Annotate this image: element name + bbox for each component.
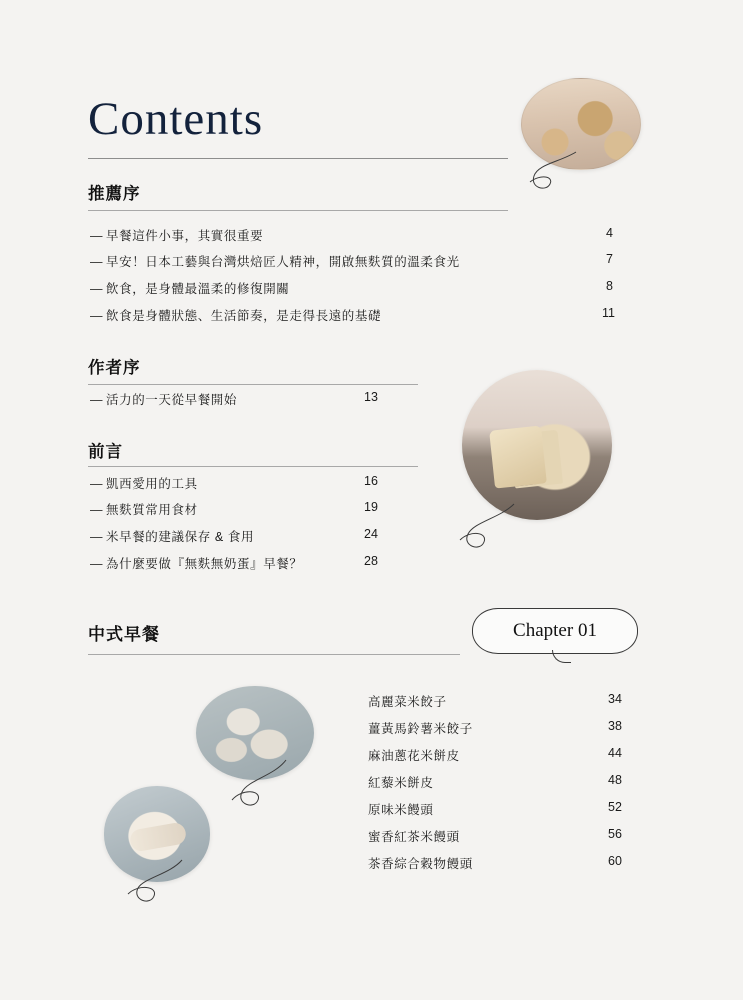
toc-entry-label: 蜜香紅茶米饅頭: [368, 830, 460, 844]
toc-entry[interactable]: [90, 390, 237, 408]
toc-entry[interactable]: [368, 773, 434, 791]
toc-entry-label: 麻油蔥花米餅皮: [368, 749, 460, 763]
toc-entry-label: 早餐這件小事，其實很重要: [106, 229, 264, 243]
toc-entry-label: 原味米饅頭: [368, 803, 434, 817]
toc-entry-label: 為什麼要做『無麩無奶蛋』早餐？: [106, 557, 303, 571]
toc-entry-page: 52: [608, 800, 622, 814]
chapter-badge-tail: [552, 650, 571, 663]
toc-entry[interactable]: [90, 527, 254, 545]
toc-entry[interactable]: [368, 746, 460, 764]
toc-entry[interactable]: [90, 554, 303, 572]
chapter-badge: [472, 608, 638, 654]
toc-entry[interactable]: [90, 279, 289, 297]
section-heading-chinese-breakfast: 中式早餐: [88, 625, 160, 644]
toc-entry-page: 13: [364, 390, 378, 404]
toc-entry-label: 凱西愛用的工具: [106, 477, 198, 491]
toc-entry[interactable]: [90, 252, 460, 270]
toc-entry-page: 38: [608, 719, 622, 733]
toc-entry-label: 無麩質常用食材: [106, 503, 198, 517]
section-divider-chinese-breakfast: [88, 654, 460, 655]
entry-dash: —: [90, 309, 104, 323]
toc-entry-page: 7: [606, 252, 613, 266]
section-divider-recommendation: [88, 210, 508, 211]
toc-entry-page: 28: [364, 554, 378, 568]
title-divider: [88, 158, 508, 159]
entry-dash: —: [90, 255, 104, 269]
toc-entry-label: 早安！日本工藝與台灣烘焙匠人精神，開啟無麩質的溫柔食光: [106, 255, 460, 269]
sliced-bread-photo: [462, 370, 612, 520]
entry-dash: —: [90, 477, 104, 491]
toc-entry[interactable]: [368, 692, 447, 710]
toc-entry-page: 48: [608, 773, 622, 787]
entry-dash: —: [90, 557, 104, 571]
rice-dumplings-photo: [196, 686, 314, 780]
toc-entry-page: 11: [602, 306, 615, 320]
toc-entry-page: 19: [364, 500, 378, 514]
toc-entry[interactable]: [90, 226, 263, 244]
toc-entry-page: 44: [608, 746, 622, 760]
section-heading-foreword: 前言: [88, 443, 123, 461]
section-divider-author-preface: [88, 384, 418, 385]
section-divider-foreword: [88, 466, 418, 467]
entry-dash: —: [90, 229, 104, 243]
toc-entry-label: 薑黃馬鈴薯米餃子: [368, 722, 473, 736]
toc-entry[interactable]: [368, 854, 473, 872]
section-heading-recommendation: 推薦序: [88, 185, 141, 203]
toc-entry[interactable]: [90, 500, 198, 518]
toc-entry-label: 米早餐的建議保存 & 食用: [106, 530, 255, 544]
toc-entry-page: 34: [608, 692, 622, 706]
entry-dash: —: [90, 530, 104, 544]
toc-entry-label: 高麗菜米餃子: [368, 695, 447, 709]
toc-entry-page: 8: [606, 279, 613, 293]
steamed-dish-photo: [104, 786, 210, 882]
toc-entry-page: 56: [608, 827, 622, 841]
toc-entry-label: 茶香綜合穀物饅頭: [368, 857, 473, 871]
chapter-badge-label: Chapter 01: [513, 620, 597, 641]
entry-dash: —: [90, 393, 104, 407]
section-heading-author-preface: 作者序: [88, 359, 141, 377]
muffins-photo: [521, 78, 641, 170]
entry-dash: —: [90, 503, 104, 517]
toc-entry-page: 60: [608, 854, 622, 868]
toc-entry-label: 飲食，是身體最溫柔的修復開關: [106, 282, 290, 296]
toc-entry[interactable]: [368, 827, 460, 845]
toc-entry[interactable]: [90, 474, 198, 492]
toc-entry[interactable]: [90, 306, 381, 324]
toc-entry-label: 飲食是身體狀態、生活節奏，是走得長遠的基礎: [106, 309, 382, 323]
toc-entry-label: 活力的一天從早餐開始: [106, 393, 238, 407]
toc-entry-page: 24: [364, 527, 378, 541]
toc-entry[interactable]: [368, 719, 473, 737]
toc-entry[interactable]: [368, 800, 434, 818]
entry-dash: —: [90, 282, 104, 296]
toc-entry-label: 紅藜米餅皮: [368, 776, 434, 790]
toc-entry-page: 4: [606, 226, 613, 240]
page-title: Contents: [88, 93, 264, 145]
toc-entry-page: 16: [364, 474, 378, 488]
